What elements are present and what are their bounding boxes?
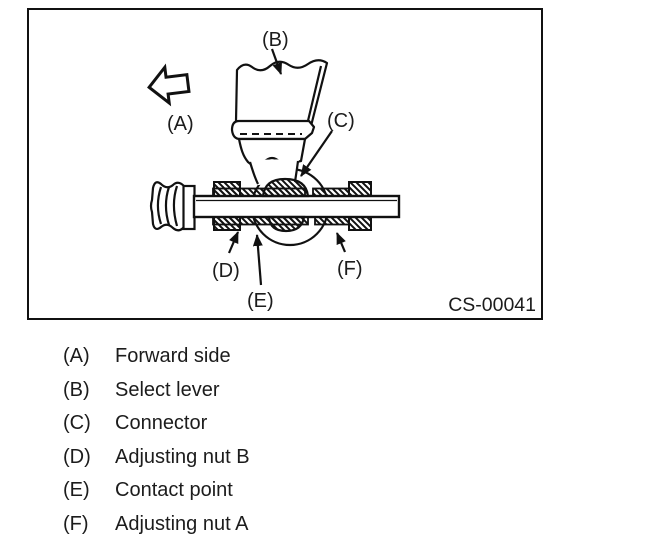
- legend-label: Connector: [115, 412, 208, 434]
- legend-key: (B): [63, 378, 90, 401]
- legend-key: (E): [63, 479, 90, 501]
- legend-key: (D): [63, 445, 91, 468]
- legend-row: [63, 374, 483, 408]
- legend-row: [63, 441, 483, 475]
- forward-arrow-icon: [147, 65, 190, 105]
- figure-code: CS-00041: [448, 294, 536, 316]
- select-lever-diagram: [29, 10, 541, 318]
- legend: [63, 340, 483, 541]
- callout-b: (B): [262, 29, 289, 51]
- legend-label: Adjusting nut A: [115, 512, 249, 535]
- callout-c: (C): [327, 110, 355, 132]
- callout-e: (E): [247, 290, 274, 312]
- cable-rod: [194, 196, 399, 217]
- select-lever-shape: [232, 60, 327, 185]
- legend-label: Forward side: [115, 345, 231, 367]
- legend-key: (C): [63, 412, 91, 434]
- legend-key: (F): [63, 512, 89, 535]
- cable-boot: [151, 182, 184, 230]
- callout-f: (F): [337, 258, 363, 280]
- legend-row: [63, 508, 483, 542]
- legend-key: (A): [63, 345, 90, 367]
- legend-row: [63, 407, 483, 441]
- callout-a: (A): [167, 113, 194, 135]
- figure-box: [27, 8, 543, 320]
- legend-row: [63, 474, 483, 508]
- legend-label: Adjusting nut B: [115, 445, 250, 468]
- callout-d: (D): [212, 260, 240, 282]
- legend-row: [63, 340, 483, 374]
- legend-label: Contact point: [115, 479, 233, 501]
- legend-label: Select lever: [115, 378, 220, 401]
